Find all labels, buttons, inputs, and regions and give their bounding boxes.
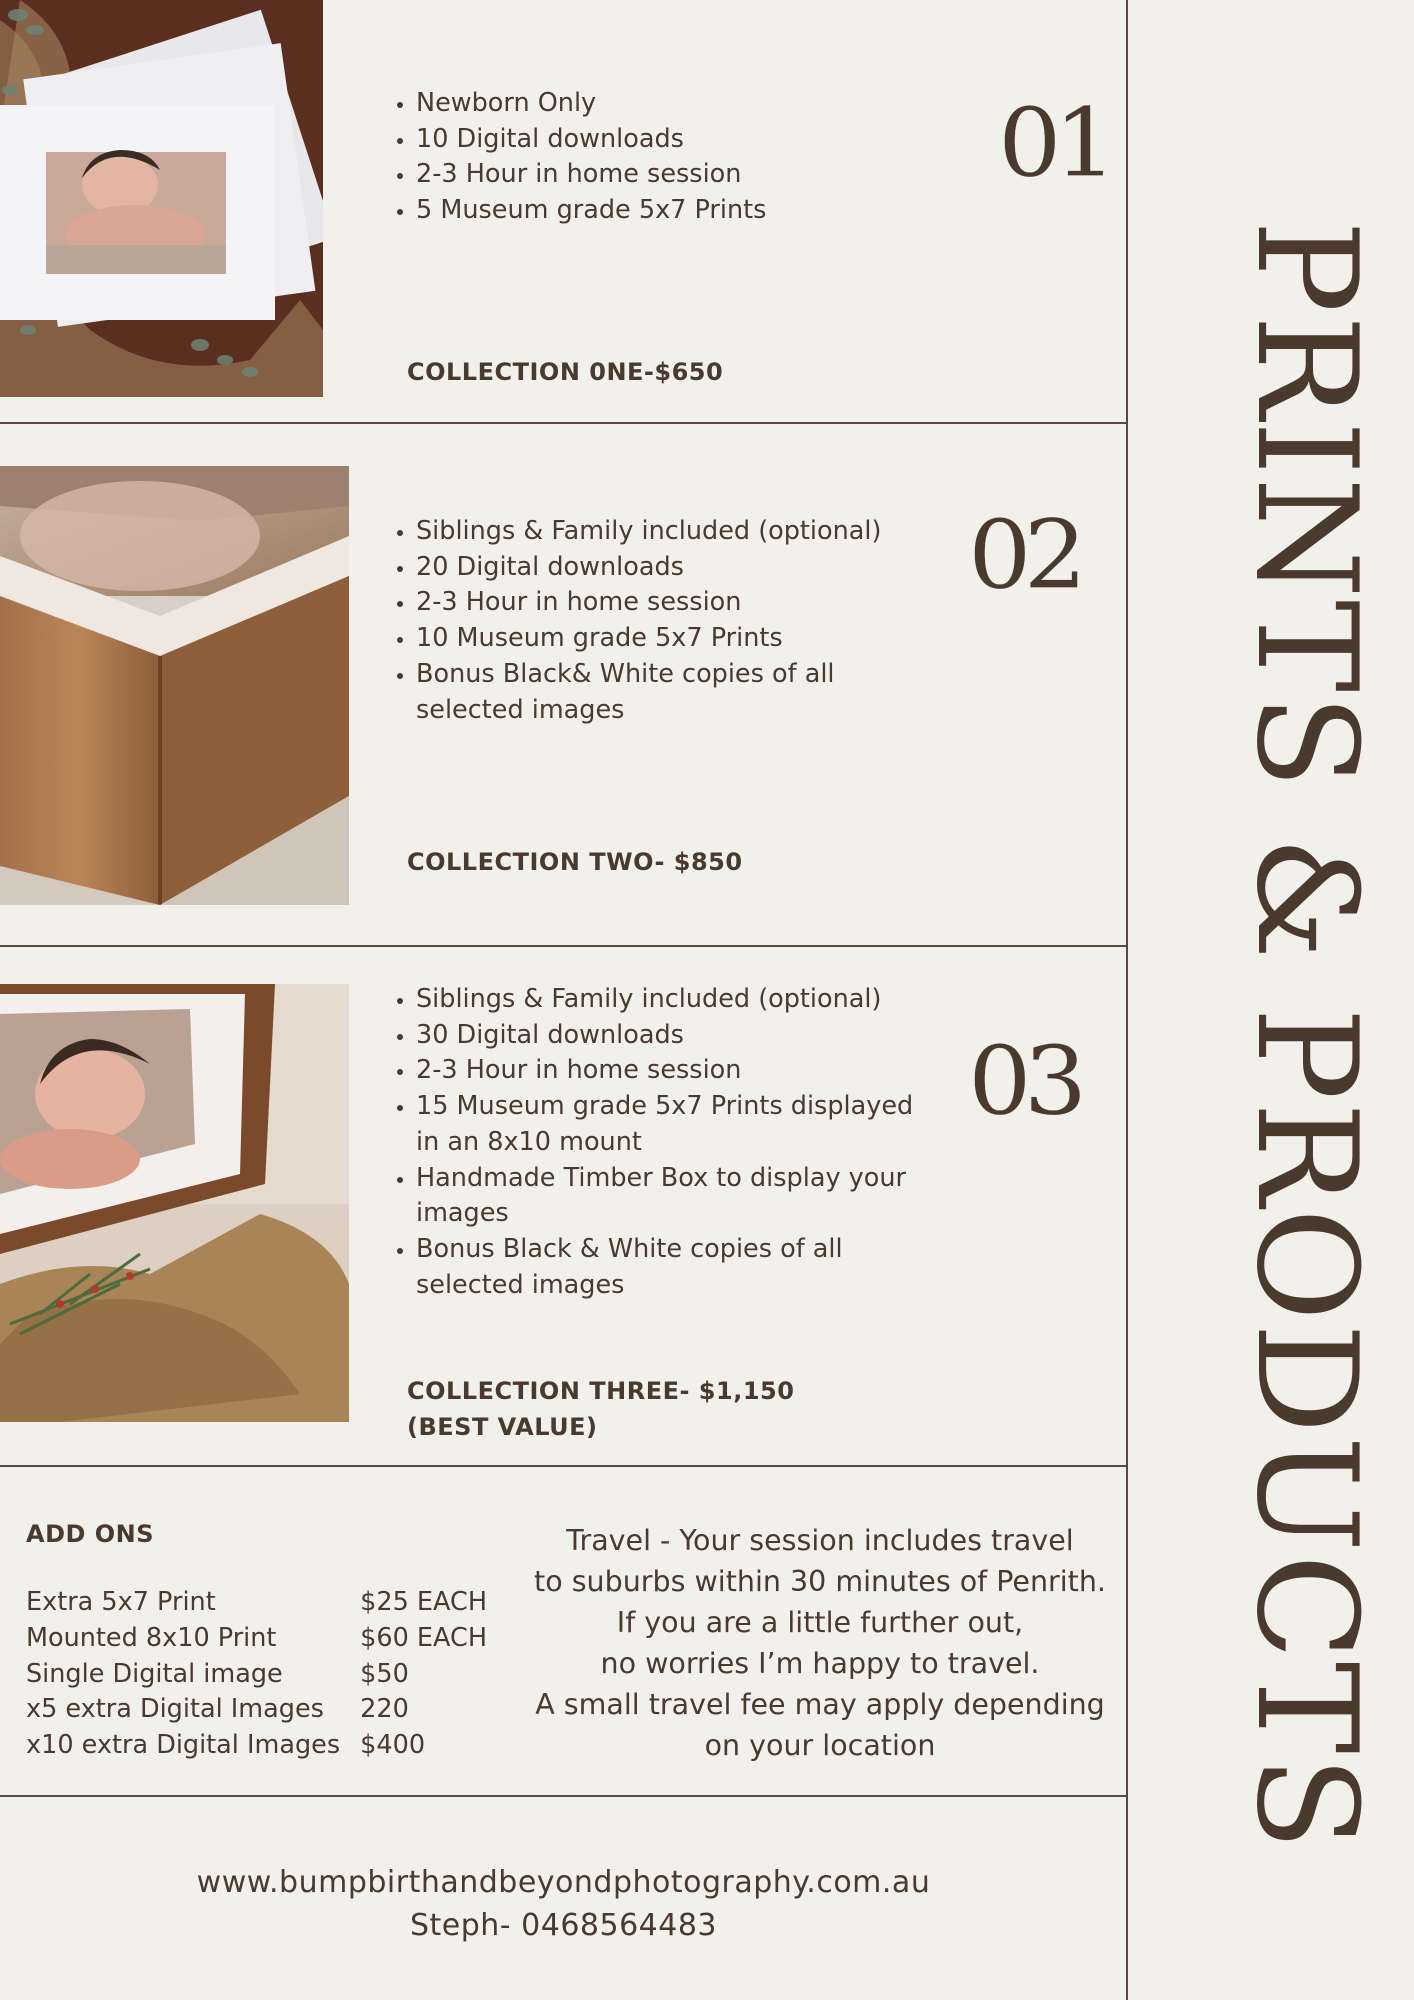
- addon-row: [26, 1657, 487, 1693]
- travel-line: to suburbs within 30 minutes of Penrith.: [534, 1565, 1106, 1598]
- section-divider: [0, 1465, 1127, 1467]
- collection-two-number: 02: [968, 498, 1080, 611]
- vertical-divider: [1126, 0, 1128, 2000]
- website-link[interactable]: www.bumpbirthandbeyondphotography.com.au: [196, 1865, 931, 1900]
- addon-name: Mounted 8x10 Print: [26, 1622, 277, 1653]
- feature-item: • Newborn Only: [416, 86, 916, 122]
- addon-price: $25 EACH: [360, 1587, 488, 1617]
- addon-row: [26, 1621, 487, 1657]
- addon-price: $400: [360, 1730, 426, 1761]
- feature-item: • Siblings & Family included (optional): [416, 514, 916, 550]
- collection-one-number: 01: [998, 86, 1110, 199]
- addon-name: x5 extra Digital Images: [26, 1694, 324, 1725]
- collection-one-photo: [0, 0, 323, 397]
- feature-item: • 10 Digital downloads: [416, 122, 916, 158]
- feature-item: • 2-3 Hour in home session: [416, 585, 916, 621]
- addon-row: [26, 1692, 487, 1728]
- addon-row: [26, 1728, 487, 1764]
- collection-one-features: [386, 86, 916, 229]
- addon-price: $50: [360, 1658, 409, 1689]
- collection-three-photo: [0, 984, 349, 1422]
- travel-info: [530, 1520, 1110, 1766]
- collection-two-photo: [0, 466, 349, 905]
- travel-line: If you are a little further out,: [616, 1606, 1024, 1639]
- feature-item: • 10 Museum grade 5x7 Prints: [416, 621, 916, 657]
- collection-three-features: [386, 982, 916, 1303]
- addon-price: 220: [360, 1694, 409, 1725]
- collection-three-title-note: (BEST VALUE): [407, 1413, 598, 1441]
- collection-three-title: COLLECTION THREE- $1,150: [407, 1377, 795, 1405]
- addons-table: [26, 1585, 487, 1764]
- section-divider: [0, 422, 1127, 424]
- addon-row: [26, 1585, 487, 1621]
- addon-name: Extra 5x7 Print: [26, 1587, 216, 1617]
- feature-item: • Bonus Black& White copies of all selected images: [416, 657, 916, 728]
- feature-item: • 30 Digital downloads: [416, 1018, 916, 1054]
- feature-item: • 5 Museum grade 5x7 Prints: [416, 193, 916, 229]
- feature-item: • 2-3 Hour in home session: [416, 1053, 916, 1089]
- feature-item: • Bonus Black & White copies of all selected images: [416, 1232, 916, 1303]
- addons-title: ADD ONS: [26, 1520, 155, 1548]
- addon-name: x10 extra Digital Images: [26, 1730, 341, 1761]
- contact-phone[interactable]: Steph- 0468564483: [409, 1908, 718, 1943]
- collection-two-features: [386, 514, 916, 728]
- travel-line: Travel - Your session includes travel: [566, 1524, 1074, 1557]
- feature-item: • 2-3 Hour in home session: [416, 157, 916, 193]
- collection-two-title: COLLECTION TWO- $850: [407, 848, 743, 876]
- feature-item: • Siblings & Family included (optional): [416, 982, 916, 1018]
- feature-item: • Handmade Timber Box to display your images: [416, 1161, 916, 1232]
- collection-one-title: COLLECTION 0NE-$650: [407, 358, 724, 386]
- collection-three-number: 03: [968, 1024, 1080, 1137]
- addon-name: Single Digital image: [26, 1658, 283, 1689]
- travel-line: no worries I’m happy to travel.: [600, 1647, 1040, 1680]
- travel-line: A small travel fee may apply depending: [535, 1688, 1105, 1721]
- addon-price: $60 EACH: [360, 1622, 488, 1653]
- travel-line: on your location: [704, 1729, 936, 1762]
- section-divider: [0, 1795, 1127, 1797]
- section-divider: [0, 945, 1127, 947]
- feature-item: • 20 Digital downloads: [416, 550, 916, 586]
- feature-item: • 15 Museum grade 5x7 Prints displayed in an 8x10 mount: [416, 1089, 916, 1160]
- page-title: PRINTS & PRODUCTS: [1226, 220, 1387, 1853]
